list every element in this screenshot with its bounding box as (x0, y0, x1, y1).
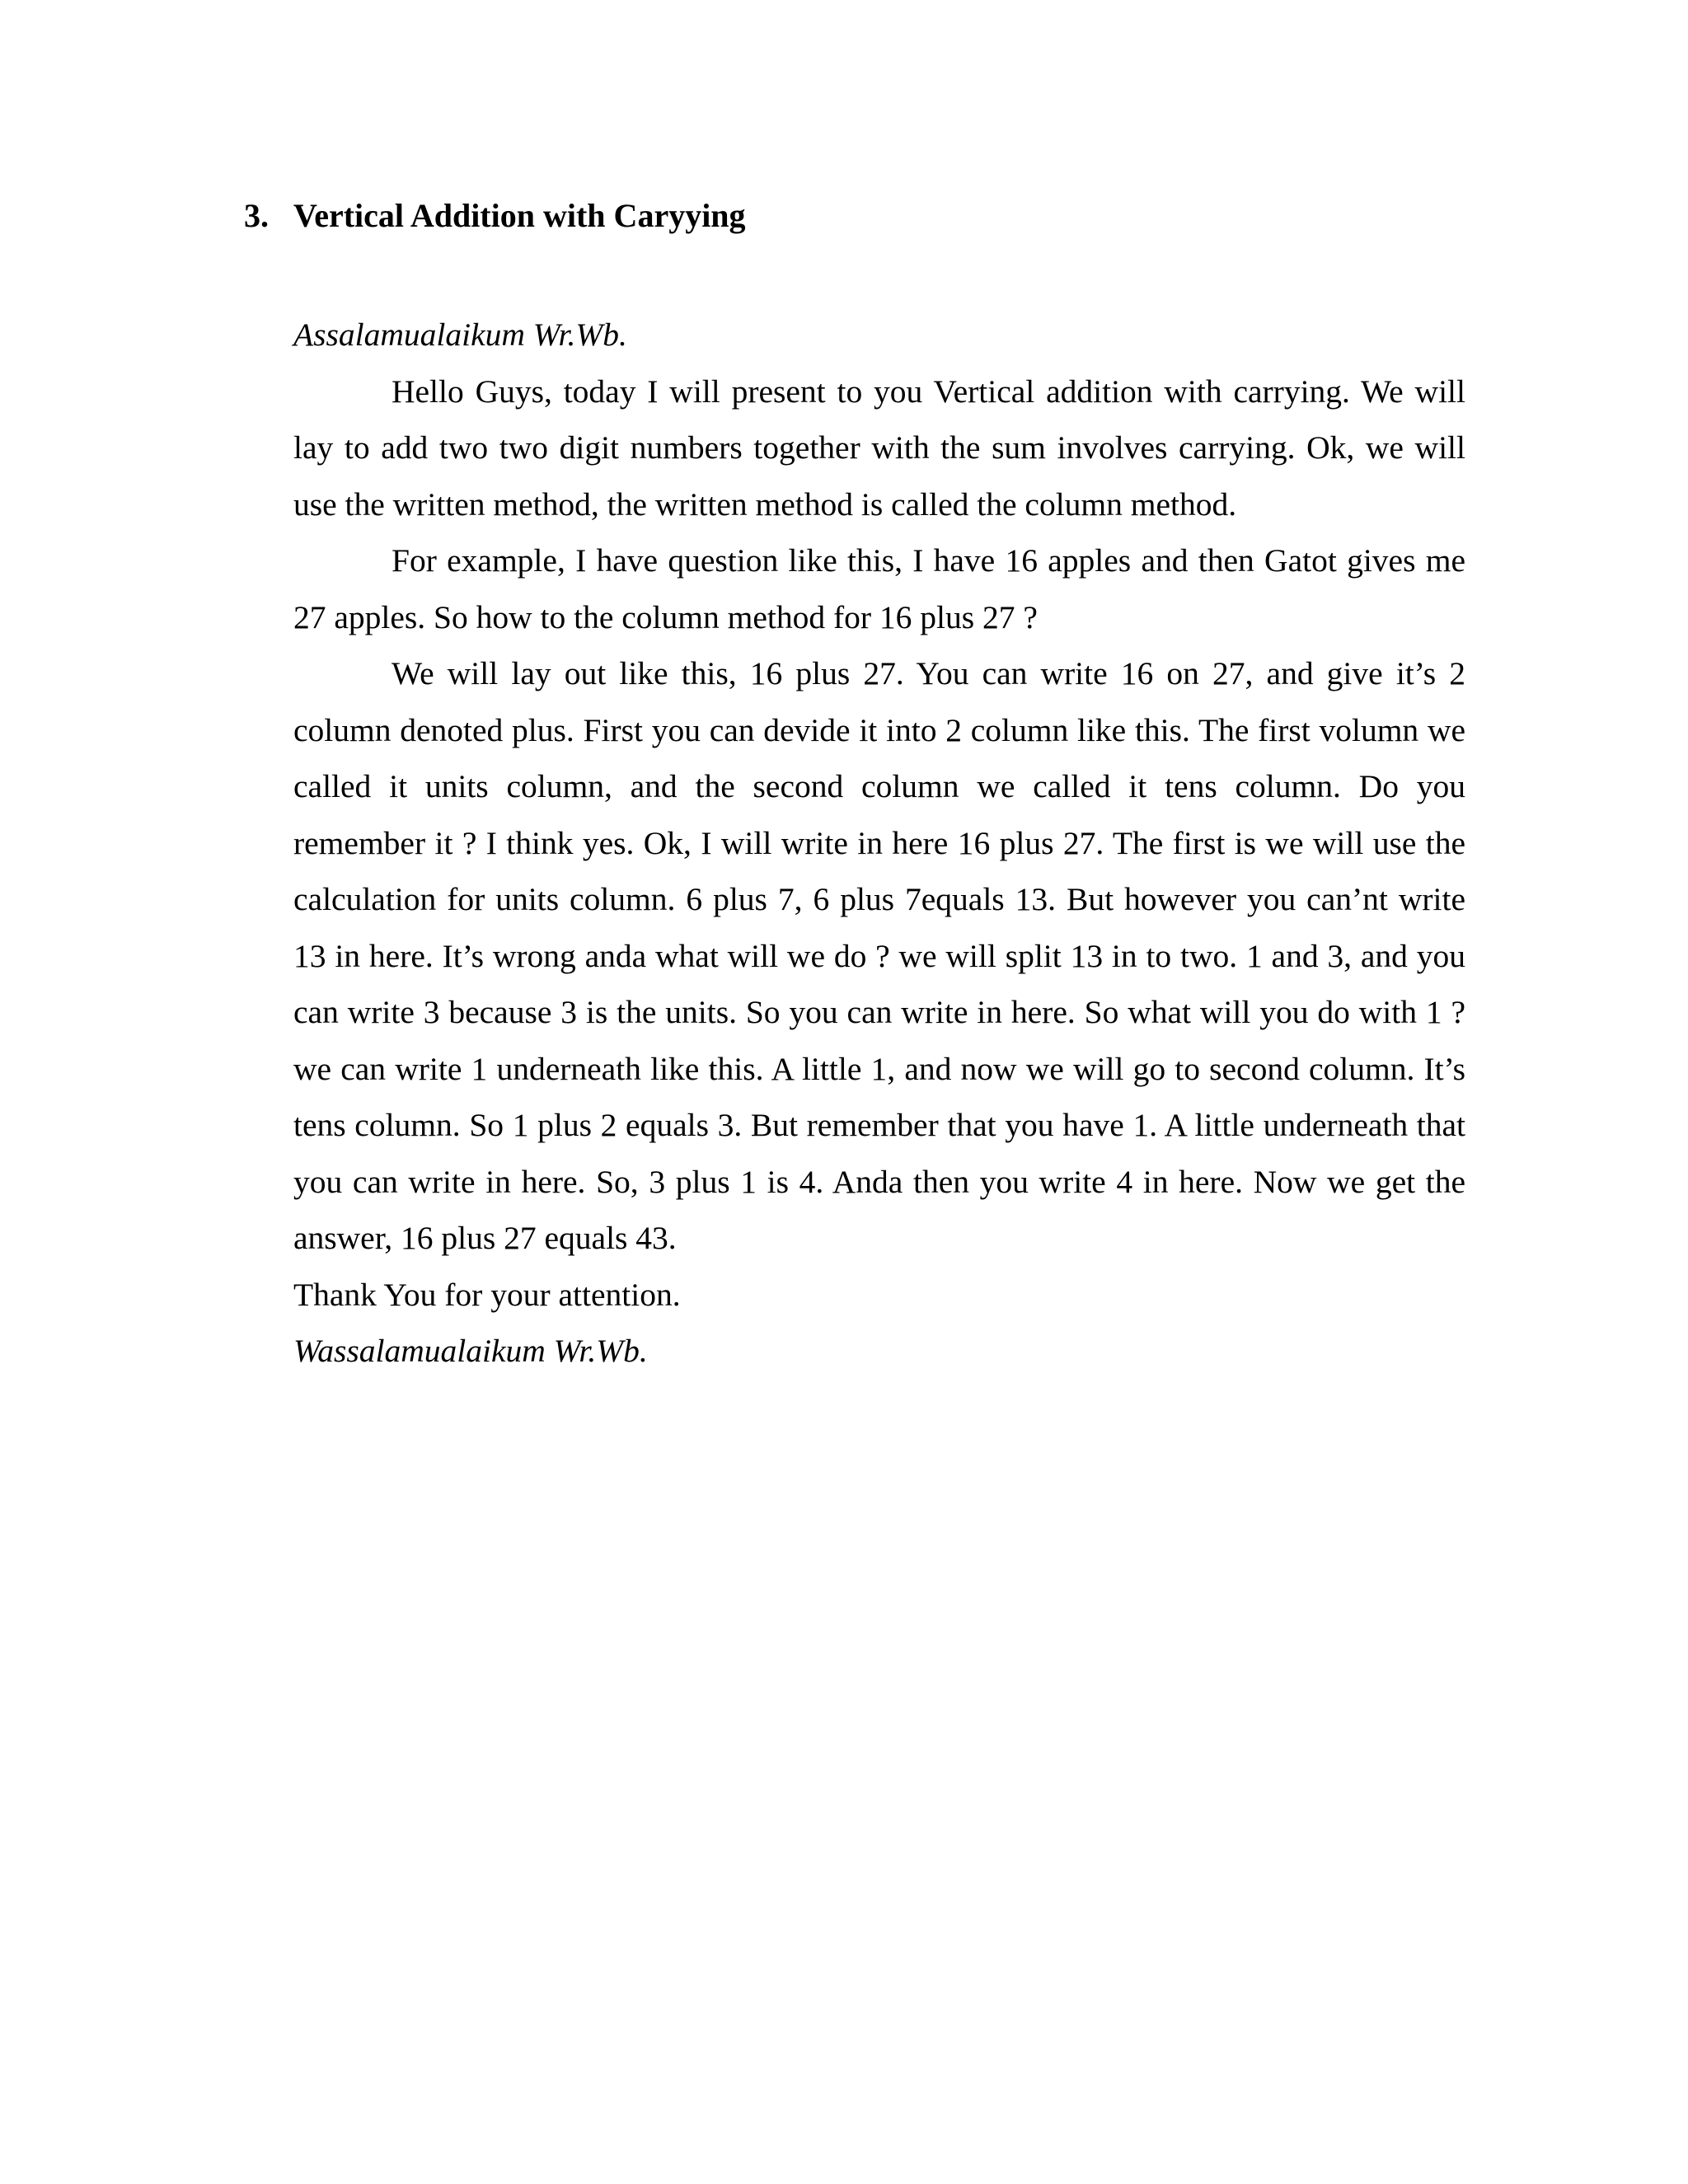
paragraph-example: For example, I have question like this, I have 16 apples and then Gatot gives me 27 apples. So how to the column method for 16 plus 27 ? (293, 542, 1465, 635)
section-title: Vertical Addition with Caryying (293, 197, 746, 234)
paragraph-intro: Hello Guys, today I will present to you Vertical addition with carrying. We will lay to add two two digit numbers together with the sum involves carrying. Ok, we will use the written method, the written method is called the column method. (293, 373, 1465, 523)
greeting: Assalamualaikum Wr.Wb. (293, 316, 627, 353)
section-heading (244, 194, 746, 237)
thanks-line: Thank You for your attention. (293, 1276, 681, 1313)
section-number: 3. (244, 197, 269, 234)
document-body (293, 307, 1465, 1380)
paragraph-explanation: We will lay out like this, 16 plus 27. You can write 16 on 27, and give it’s 2 column denoted plus. First you can devide it into 2 column like this. The first volumn we called it units column, and the second column we called it tens column. Do you remember it ? I think yes. Ok, I will write in here 16 plus 27. The first is we will use the calculation for units column. 6 plus 7, 6 plus 7equals 13. But however you can’nt write 13 in here. It’s wrong anda what will we do ? we will split 13 in to two. 1 and 3, and you can write 3 because 3 is the units. So you can write in here. So what will you do with 1 ? we can write 1 underneath like this. A little 1, and now we will go to second column. It’s tens column. So 1 plus 2 equals 3. But remember that you have 1. A little underneath that you can write in here. So, 3 plus 1 is 4. Anda then you write 4 in here. Now we get the answer, 16 plus 27 equals 43. (293, 655, 1465, 1256)
closing-line: Wassalamualaikum Wr.Wb. (293, 1333, 648, 1369)
